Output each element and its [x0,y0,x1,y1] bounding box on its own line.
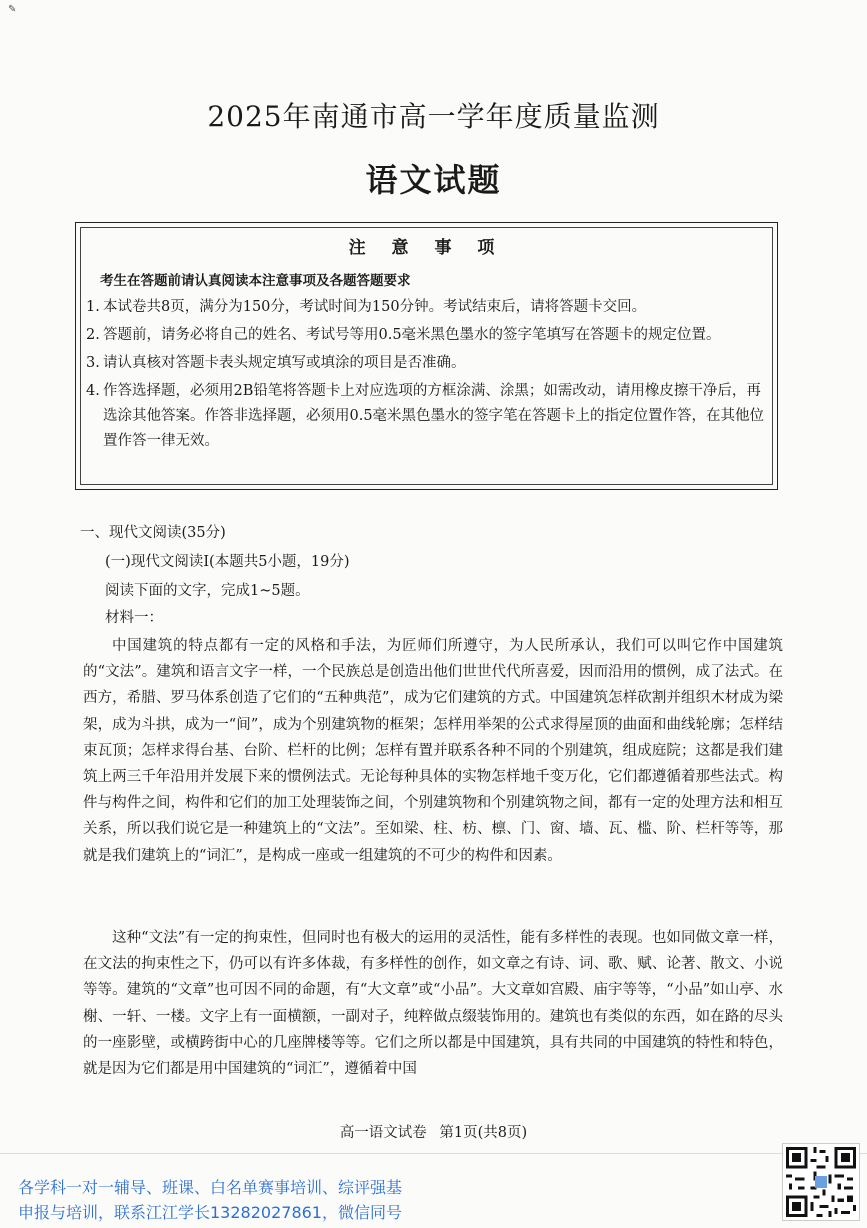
footer-page-info: 第1页(共8页) [439,1125,528,1141]
corner-mark: ✎ [8,4,17,15]
section-subtitle: (一)现代文阅读Ⅰ(本题共5小题，19分) [105,554,350,570]
passage-paragraph-2: 这种“文法”有一定的拘束性，但同时也有极大的运用的灵活性，能有多样性的表现。也如同做文章一样，在文法的拘束性之下，仍可以有许多体裁，有多样性的创作，如文章之有诗、词、歌、赋、论著、散文、小说等等。建筑的“文章”也可因不同的命题，有“大文章”或“小品”。大文章如宫殿、庙宇等等，“小品”如山亭、水榭、一轩、一楼。文字上有一面横额，一副对子，纯粹做点缀装饰用的。建筑也有类似的东西，如在路的尽头的一座影壁，或横跨街中心的几座牌楼等等。它们之所以都是中国建筑，具有共同的中国建筑的特性和特色，就是因为它们都是用中国建筑的“词汇”，遵循着中国 [83,930,783,1078]
ad-line-1: 各学科一对一辅导、班课、白名单赛事培训、综评强基 [18,1178,403,1197]
passage-paragraph-1: 中国建筑的特点都有一定的风格和手法，为匠师们所遵守，为人民所承认，我们可以叫它作中国建筑的“文法”。建筑和语言文字一样，一个民族总是创造出他们世世代代所喜爱，因而沿用的惯例，成了法式。在西方，希腊、罗马体系创造了它们的“五种典范”，成为它们建筑的方式。中国建筑怎样砍割并组织木材成为梁架，成为斗拱，成为一“间”，成为个别建筑物的框架；怎样用举架的公式求得屋顶的曲面和曲线轮廓；怎样结束瓦顶；怎样求得台基、台阶、栏杆的比例；怎样有置并联系各种不同的个别建筑，组成庭院；这都是我们建筑上两三千年沿用并发展下来的惯例法式。无论每种具体的实物怎样地千变万化，它们都遵循着那些法式。构件与构件之间，构件和它们的加工处理装饰之间，个别建筑物和个别建筑物之间，都有一定的处理方法和相互关系，所以我们说它是一种建筑上的“文法”。至如梁、柱、枋、檩、门、窗、墙、瓦、槛、阶、栏杆等等，那就是我们建筑上的“词汇”，是构成一座或一组建筑的不可少的构件和因素。 [83,638,783,864]
notice-box [75,222,778,490]
section-instruction: 阅读下面的文字，完成1~5题。 [105,583,310,599]
section-title: 一、现代文阅读(35分) [80,525,226,541]
notice-item-text: 请认真核对答题卡表头规定填写或填涂的项目是否准确。 [103,355,466,371]
notice-title: 注 意 事 项 [348,238,505,258]
qr-code-icon[interactable] [782,1143,860,1221]
notice-item [86,295,766,320]
notice-item [86,323,766,348]
footer-divider [0,1153,867,1154]
notice-item-text: 本试卷共8页，满分为150分，考试时间为150分钟。考试结束后，请将答题卡交回。 [103,299,647,315]
notice-subtitle: 考生在答题前请认真阅读本注意事项及各题答题要求 [100,273,411,289]
notice-item-number: 4. [86,383,100,399]
notice-item [86,351,766,376]
notice-item-text: 作答选择题，必须用2B铅笔将答题卡上对应选项的方框涂满、涂黑；如需改动，请用橡皮擦干净后，再选涂其他答案。作答非选择题，必须用0.5毫米黑色墨水的签字笔在答题卡上的指定位置作答，在其他位置作答一律无效。 [103,383,765,449]
page-footer [0,1121,867,1142]
notice-item-number: 3. [86,355,100,371]
notice-item [86,379,766,454]
notice-list [86,295,766,457]
material-label: 材料一： [105,610,163,626]
exam-title: 2025年南通市高一学年度质量监测 [207,100,660,133]
notice-item-number: 2. [86,327,100,343]
subject-title: 语文试题 [365,161,502,199]
ad-line-2: 申报与培训，联系江江学长13282027861，微信同号 [18,1203,402,1222]
footer-exam-name: 高一语文试卷 [339,1125,427,1141]
notice-item-text: 答题前，请务必将自己的姓名、考试号等用0.5毫米黑色墨水的签字笔填写在答题卡的规定位置。 [103,327,721,343]
notice-item-number: 1. [86,299,100,315]
